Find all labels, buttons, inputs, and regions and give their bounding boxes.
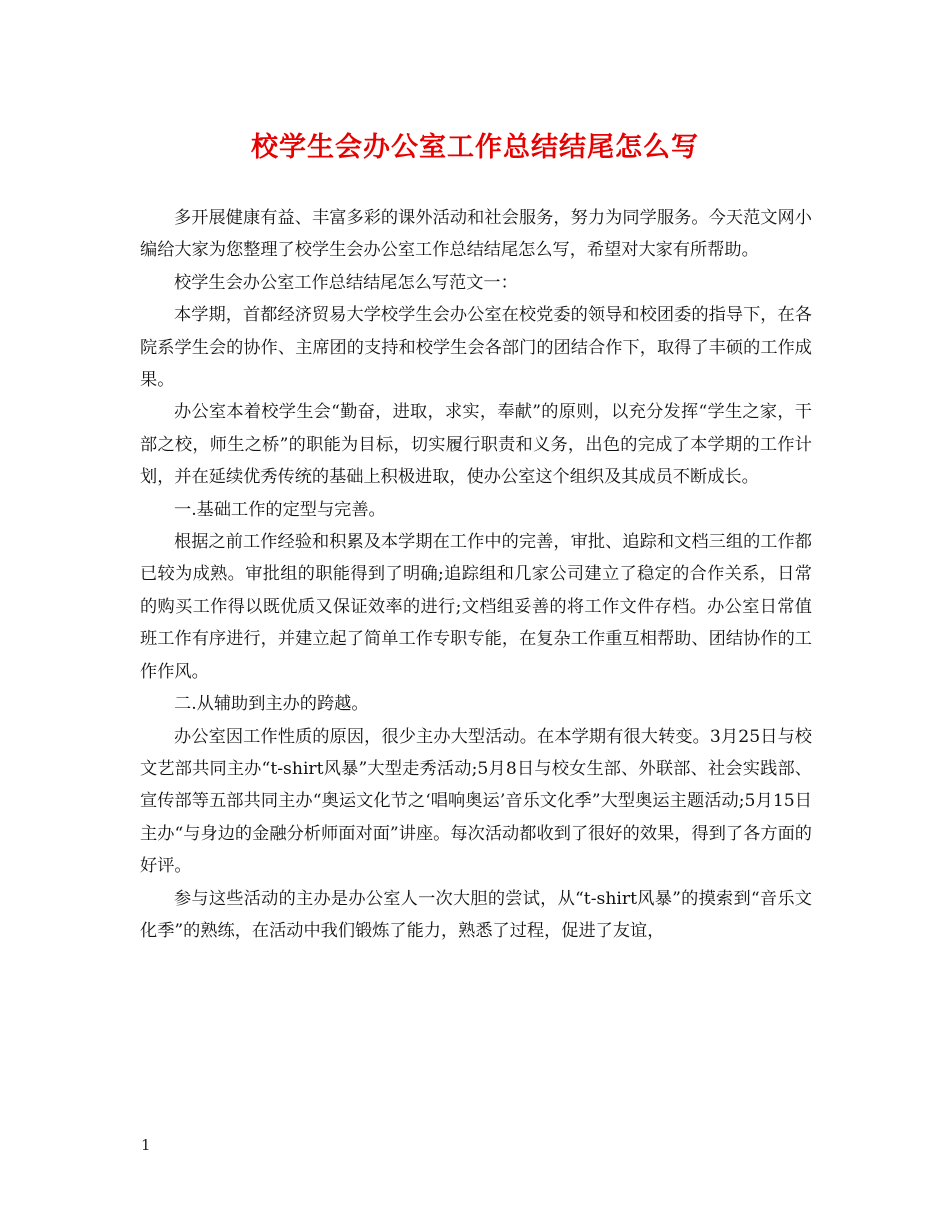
paragraph-events: 办公室因工作性质的原因，很少主办大型活动。在本学期有很大转变。3月25日与校文艺部共同主办“t-shirt风暴”大型走秀活动;5月8日与校女生部、外联部、社会实践部、宣传部等五部共同主办“奥运文化节之‘唱响奥运’音乐文化季”大型奥运主题活动;5月15日主办“与身边的金融分析师面对面”讲座。每次活动都收到了很好的效果，得到了各方面的好评。 (140, 726, 812, 877)
paragraph-basic-work: 根据之前工作经验和积累及本学期在工作中的完善，审批、追踪和文档三组的工作都已较为成熟。审批组的职能得到了明确;追踪组和几家公司建立了稳定的合作关系，日常的购买工作得以既优质又保证效率的进行;文档组妥善的将工作文件存档。办公室日常值班工作有序进行，并建立起了简单工作专职专能，在复杂工作重互相帮助、团结协作的工作作风。 (140, 532, 812, 682)
paragraph-intro: 多开展健康有益、丰富多彩的课外活动和社会服务，努力为同学服务。今天范文网小编给大家为您整理了校学生会办公室工作总结结尾怎么写，希望对大家有所帮助。 (140, 208, 812, 261)
document-title: 校学生会办公室工作总结结尾怎么写 (251, 132, 699, 163)
section-heading-2: 二.从辅助到主办的跨越。 (174, 694, 369, 715)
document-body (140, 202, 812, 947)
paragraph-sample-heading: 校学生会办公室工作总结结尾怎么写范文一： (174, 272, 518, 293)
paragraph-reflection: 参与这些活动的主办是办公室人一次大胆的尝试，从“t-shirt风暴”的摸索到“音乐文化季”的熟练，在活动中我们锻炼了能力，熟悉了过程，促进了友谊， (140, 888, 812, 941)
paragraph-semester-summary: 本学期，首都经济贸易大学校学生会办公室在校党委的领导和校团委的指导下，在各院系学生会的协作、主席团的支持和校学生会各部门的团结合作下，取得了丰硕的工作成果。 (140, 305, 812, 391)
page-number: 1 (141, 1136, 151, 1154)
section-heading-1: 一.基础工作的定型与完善。 (174, 499, 386, 520)
paragraph-principles: 办公室本着校学生会“勤奋，进取，求实，奉献”的原则，以充分发挥“学生之家，干部之校，师生之桥”的职能为目标，切实履行职责和义务，出色的完成了本学期的工作计划，并在延续优秀传统的基础上积极进取，使办公室这个组织及其成员不断成长。 (140, 402, 812, 488)
